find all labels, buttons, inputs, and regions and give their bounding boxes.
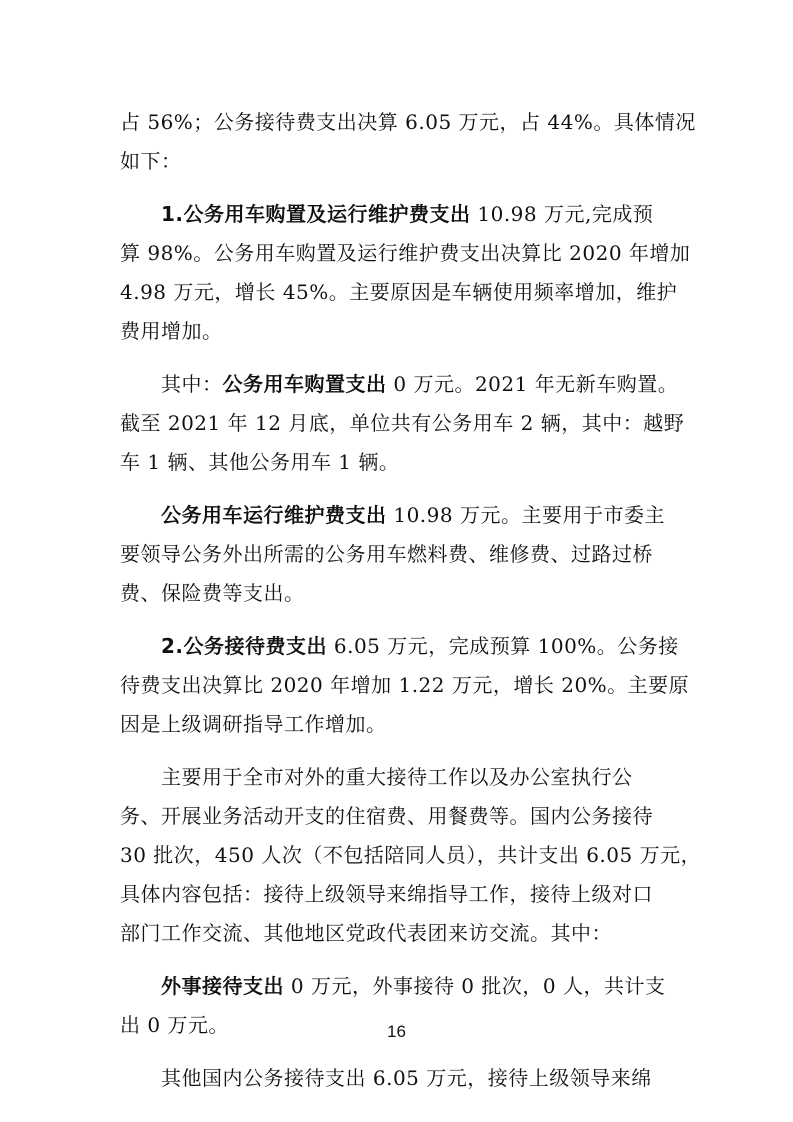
text-line: 占 56%；公务接待费支出决算 6.05 万元，占 44%。具体情况 (120, 110, 696, 134)
text-line: 出 0 万元。 (120, 1013, 229, 1037)
paragraph-reception-usage: 主要用于全市对外的重大接待工作以及办公室执行公 (161, 765, 633, 789)
section-heading-vehicle: 1.公务用车购置及运行维护费支出 10.98 万元,完成预 (161, 202, 654, 226)
text-line: 因是上级调研指导工作增加。 (120, 712, 387, 736)
text-line: 要领导公务外出所需的公务用车燃料费、维修费、过路过桥 (120, 542, 653, 566)
text-line: 4.98 万元，增长 45%。主要原因是车辆使用频率增加，维护 (120, 280, 678, 304)
page-number: 16 (387, 1022, 406, 1041)
paragraph-domestic-reception: 其他国内公务接待支出 6.05 万元，接待上级领导来绵 (161, 1066, 652, 1090)
body-text (120, 103, 702, 1098)
bold-heading: 2.公务接待费支出 (161, 634, 328, 658)
text-line: 部门工作交流、其他地区党政代表团来访交流。其中： (120, 921, 612, 945)
text-line: 30 批次，450 人次（不包括陪同人员），共计支出 6.05 万元， (120, 843, 702, 867)
paragraph-foreign-reception: 外事接待支出 0 万元，外事接待 0 批次，0 人，共计支 (161, 974, 666, 998)
paragraph-vehicle-purchase: 其中：公务用车购置支出 0 万元。2021 年无新车购置。 (161, 372, 679, 396)
text-line: 具体内容包括：接待上级领导来绵指导工作，接待上级对口 (120, 882, 653, 906)
bold-heading: 1.公务用车购置及运行维护费支出 (161, 202, 471, 226)
text-line: 截至 2021 年 12 月底，单位共有公务用车 2 辆，其中：越野 (120, 411, 685, 435)
text-line: 车 1 辆、其他公务用车 1 辆。 (120, 450, 400, 474)
text-line: 待费支出决算比 2020 年增加 1.22 万元，增长 20%。主要原 (120, 673, 690, 697)
text-line: 算 98%。公务用车购置及运行维护费支出决算比 2020 年增加 (120, 241, 691, 265)
paragraph-vehicle-maintenance: 公务用车运行维护费支出 10.98 万元。主要用于市委主 (161, 503, 665, 527)
text-line: 费、保险费等支出。 (120, 581, 305, 605)
bold-heading: 公务用车购置支出 (222, 372, 387, 396)
section-heading-reception: 2.公务接待费支出 6.05 万元，完成预算 100%。公务接 (161, 634, 679, 658)
bold-heading: 公务用车运行维护费支出 (161, 503, 387, 527)
bold-heading: 外事接待支出 (161, 974, 284, 998)
text-line: 费用增加。 (120, 319, 223, 343)
text-line: 务、开展业务活动开支的住宿费、用餐费等。国内公务接待 (120, 804, 653, 828)
text-line: 如下： (120, 149, 182, 173)
